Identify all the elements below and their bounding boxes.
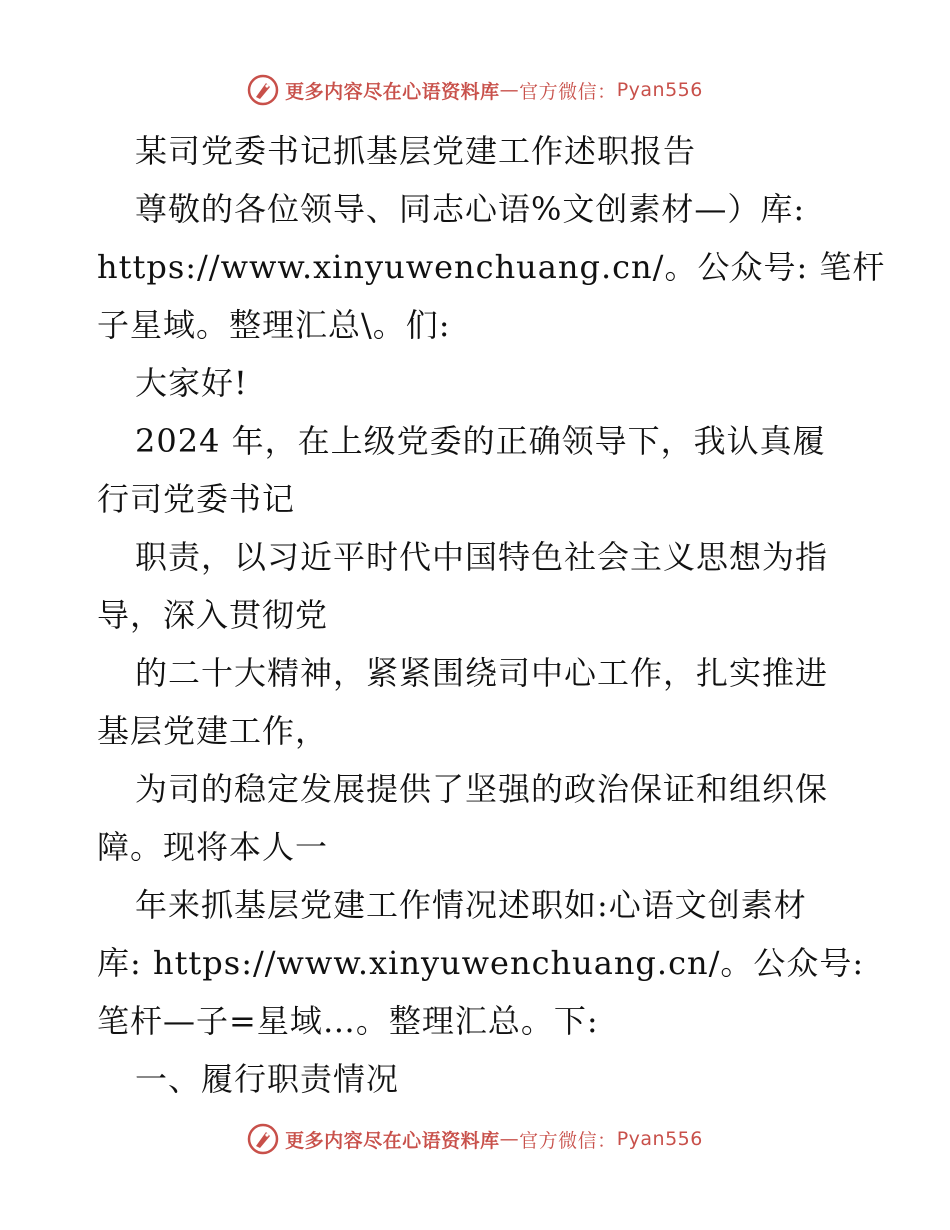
pen-nib-icon	[247, 74, 279, 106]
text-line: 尊敬的各位领导、同志心语%文创素材—）库:	[135, 190, 806, 228]
text-line: 子星域。整理汇总\。们:	[97, 306, 451, 344]
watermark-wechat-id: Pyan556	[616, 1128, 703, 1150]
document-title: 某司党委书记抓基层党建工作述职报告	[135, 132, 697, 170]
text-line: 职责，以习近平时代中国特色社会主义思想为指	[135, 538, 829, 576]
text-line: 的二十大精神，紧紧围绕司中心工作，扎实推进	[135, 654, 829, 692]
watermark-wechat-label: 官方微信：	[519, 1129, 617, 1152]
pen-nib-icon	[247, 1123, 279, 1155]
document-body	[97, 122, 886, 1108]
header-watermark	[0, 70, 950, 110]
watermark-main-text: 更多内容尽在心语资料库	[285, 80, 500, 103]
watermark-wechat-id: Pyan556	[616, 79, 703, 101]
footer-watermark	[0, 1119, 950, 1159]
text-line: 导，深入贯彻党	[97, 596, 329, 634]
text-line: 大家好!	[135, 364, 248, 402]
text-line: 为司的稳定发展提供了坚强的政治保证和组织保	[135, 770, 829, 808]
watermark-dash: —	[499, 79, 520, 101]
section-heading: 一、履行职责情况	[135, 1060, 400, 1098]
text-line: 2024 年，在上级党委的正确领导下，我认真履	[135, 422, 826, 460]
text-line: 障。现将本人一	[97, 828, 329, 866]
text-line: 行司党委书记	[97, 480, 296, 518]
text-line: 笔杆—子=星域…。整理汇总。下:	[97, 1002, 599, 1040]
text-line: 基层党建工作，	[97, 712, 329, 750]
watermark-dash: —	[499, 1128, 520, 1150]
text-line: https://www.xinyuwenchuang.cn/。公众号: 笔杆	[97, 248, 886, 286]
text-line: 库: https://www.xinyuwenchuang.cn/。公众号:	[97, 944, 865, 982]
text-line: 年来抓基层党建工作情况述职如:心语文创素材	[135, 886, 807, 924]
watermark-wechat-label: 官方微信：	[519, 80, 617, 103]
watermark-main-text: 更多内容尽在心语资料库	[285, 1129, 500, 1152]
